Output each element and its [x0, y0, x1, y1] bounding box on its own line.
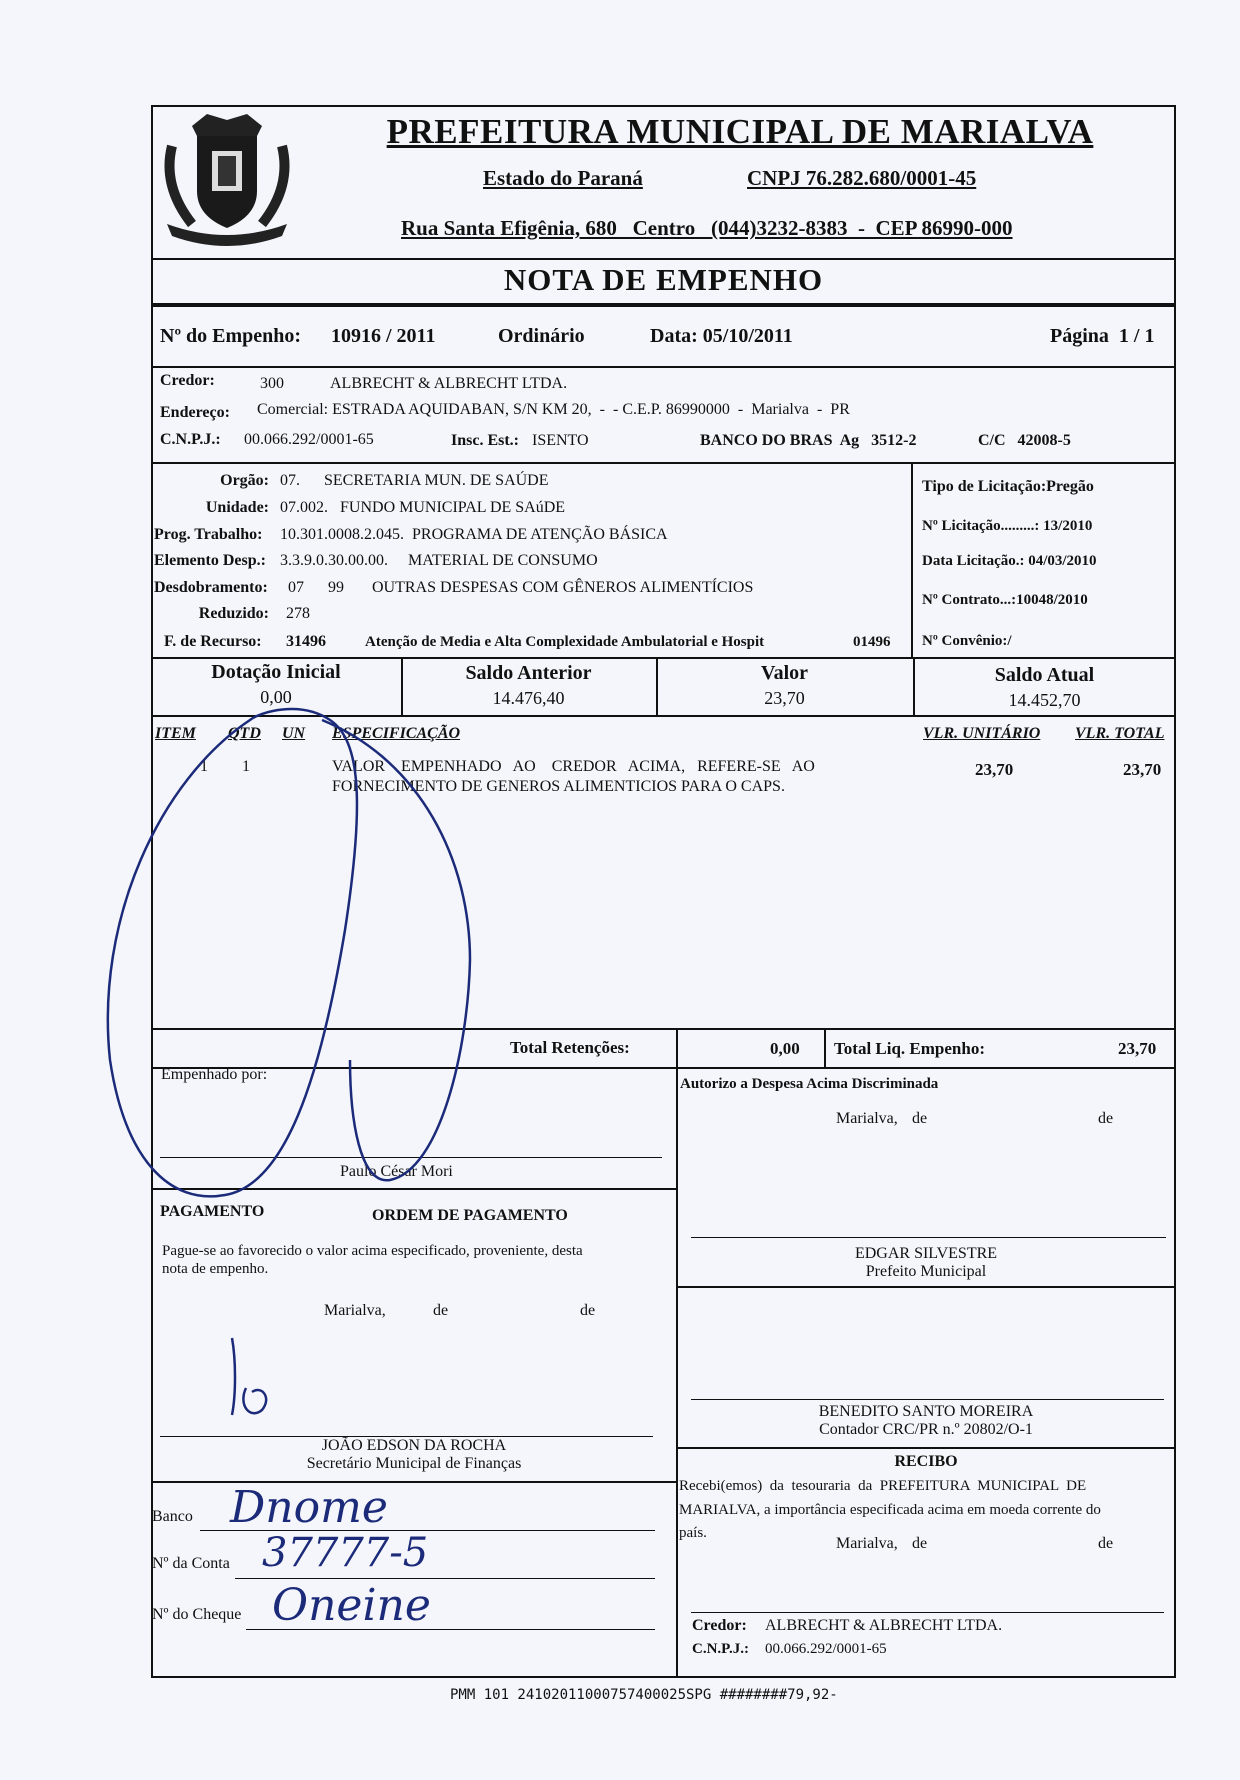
row-description-line2: FORNECIMENTO DE GENEROS ALIMENTICIOS PARA O CAPS. — [332, 778, 785, 795]
recurso-extra: 01496 — [853, 634, 891, 650]
retencoes-value: 0,00 — [770, 1039, 800, 1058]
dotacao-label: Dotação Inicial — [211, 661, 341, 683]
saldo-atual-value: 14.452,70 — [1008, 690, 1081, 710]
empenho-type: Ordinário — [498, 325, 585, 347]
bank-info: BANCO DO BRAS Ag 3512-2 — [700, 432, 917, 449]
header-vlr-unitario: VLR. UNITÁRIO — [923, 725, 1041, 742]
pagamento-text-line2: nota de empenho. — [162, 1261, 269, 1277]
credor-cnpj: 00.066.292/0001-65 — [244, 431, 374, 448]
footer-code: PMM 101 24102011000757400025SPG ########79,92- — [450, 1687, 838, 1703]
recibo-cnpj-label: C.N.P.J.: — [692, 1641, 749, 1657]
contador-name: BENEDITO SANTO MOREIRA — [818, 1403, 1034, 1420]
recibo-text-line2: MARIALVA, a importância especificada acima em moeda corrente do — [679, 1502, 1101, 1518]
header-qtd: QTD — [228, 725, 261, 742]
row-total-value: 23,70 — [1123, 760, 1162, 779]
prog-value: 10.301.0008.2.045. PROGRAMA DE ATENÇÃO BÁSICA — [280, 526, 668, 543]
recibo-credor-label: Credor: — [692, 1617, 747, 1634]
cheque-label: Nº do Cheque — [152, 1606, 242, 1623]
secretario-role: Secretário Municipal de Finanças — [306, 1455, 522, 1472]
recibo-de2: de — [1098, 1535, 1114, 1552]
row-unit-value: 23,70 — [975, 760, 1014, 779]
signature-loop — [108, 709, 357, 1196]
banco-label: Banco — [152, 1508, 193, 1525]
desdobramento-label: Desdobramento: — [154, 579, 268, 596]
initials-signature — [232, 1338, 266, 1415]
elemento-label: Elemento Desp.: — [154, 552, 266, 569]
recibo-label: RECIBO — [894, 1453, 958, 1470]
numero-licitacao: Nº Licitação.........: 13/2010 — [922, 518, 1093, 534]
prog-label: Prog. Trabalho: — [154, 526, 263, 543]
secretario-name: JOÃO EDSON DA ROCHA — [321, 1437, 507, 1454]
elemento-value: 3.3.9.0.30.00.00. MATERIAL DE CONSUMO — [280, 552, 598, 569]
recibo-cnpj: 00.066.292/0001-65 — [765, 1641, 887, 1657]
account-info: C/C 42008-5 — [978, 432, 1071, 449]
header-especificacao: ESPECIFICAÇÃO — [332, 725, 461, 742]
credor-address: Comercial: ESTRADA AQUIDABAN, S/N KM 20, - - C.E.P. 86990000 - Marialva - PR — [257, 401, 850, 418]
conta-handwritten: 37777-5 — [262, 1530, 429, 1576]
valor-label: Valor — [760, 662, 809, 684]
tipo-licitacao: Tipo de Licitação:Pregão — [922, 478, 1094, 495]
unidade-label: Unidade: — [205, 499, 269, 516]
autorizo-label: Autorizo a Despesa Acima Discriminada — [680, 1076, 939, 1092]
page-title: PREFEITURA MUNICIPAL DE MARIALVA — [386, 112, 1094, 151]
credor-label: Credor: — [160, 372, 215, 389]
recurso-label: F. de Recurso: — [164, 633, 262, 650]
reduzido-value: 278 — [286, 605, 310, 622]
empenhado-name: Paulo César Mori — [340, 1163, 453, 1180]
empenho-date: Data: 05/10/2011 — [650, 325, 793, 347]
header-vlr-total: VLR. TOTAL — [1075, 725, 1165, 742]
conta-label: Nº da Conta — [152, 1555, 230, 1572]
dotacao-value: 0,00 — [260, 687, 292, 707]
pagamento-text-line1: Pague-se ao favorecido o valor acima especificado, proveniente, desta — [162, 1243, 583, 1259]
recibo-text-line1: Recebi(emos) da tesouraria da PREFEITURA MUNICIPAL DE — [679, 1478, 1087, 1494]
contador-role: Contador CRC/PR n.º 20802/O-1 — [819, 1421, 1033, 1438]
saldo-anterior-value: 14.476,40 — [492, 688, 565, 708]
reduzido-label: Reduzido: — [198, 605, 269, 622]
recibo-de1: de — [912, 1535, 928, 1552]
saldo-atual-label: Saldo Atual — [994, 664, 1095, 686]
ordem-pagamento-label: ORDEM DE PAGAMENTO — [372, 1207, 568, 1224]
address-label: Rua Santa Efigênia, 680 Centro (044)3232-8383 - CEP 86990-000 — [401, 216, 1013, 240]
header-un: UN — [282, 725, 306, 742]
saldo-anterior-label: Saldo Anterior — [465, 662, 592, 684]
pagamento-de2: de — [580, 1302, 596, 1319]
banco-handwritten: Dnome — [230, 1482, 388, 1533]
valor-value: 23,70 — [764, 688, 805, 708]
recibo-text-line3: país. — [679, 1525, 707, 1541]
data-licitacao: Data Licitação.: 04/03/2010 — [922, 553, 1097, 569]
numero-contrato: Nº Contrato...:10048/2010 — [922, 592, 1088, 608]
header-item: ITEM — [155, 725, 196, 742]
unidade-value: 07.002. FUNDO MUNICIPAL DE SAúDE — [280, 499, 566, 516]
credor-code: 300 — [260, 375, 284, 392]
desdobramento-value: 07 99 OUTRAS DESPESAS COM GÊNEROS ALIMENTÍCIOS — [288, 579, 754, 596]
autorizo-de1: de — [912, 1110, 928, 1127]
state-label: Estado do Paraná — [483, 166, 643, 190]
signature-stroke — [322, 720, 470, 1180]
numero-convenio: Nº Convênio:/ — [922, 633, 1012, 649]
empenho-number-label: Nº do Empenho: — [160, 325, 302, 347]
row-item: 1 — [200, 758, 208, 775]
recibo-credor-name: ALBRECHT & ALBRECHT LTDA. — [765, 1617, 1003, 1634]
document-title: NOTA DE EMPENHO — [503, 262, 824, 297]
recurso-description: Atenção de Media e Alta Complexidade Ambulatorial e Hospit — [365, 634, 765, 650]
page-indicator: Página 1 / 1 — [1050, 325, 1155, 347]
prefeito-name: EDGAR SILVESTRE — [854, 1245, 998, 1262]
liquido-value: 23,70 — [1118, 1039, 1157, 1058]
pagamento-place: Marialva, — [324, 1302, 386, 1319]
empenho-number: 10916 / 2011 — [331, 325, 436, 347]
autorizo-de2: de — [1098, 1110, 1114, 1127]
insc-value: ISENTO — [532, 432, 589, 449]
recibo-place: Marialva, — [836, 1535, 898, 1552]
cnpj-field-label: C.N.P.J.: — [160, 431, 221, 448]
row-description-line1: VALOR EMPENHADO AO CREDOR ACIMA, REFERE-SE AO — [332, 758, 815, 775]
empenhado-label: Empenhado por: — [161, 1066, 268, 1083]
orgao-value: 07. SECRETARIA MUN. DE SAÚDE — [280, 472, 549, 489]
cheque-handwritten: Oneine — [272, 1580, 431, 1631]
recurso-code: 31496 — [286, 633, 326, 650]
insc-label: Insc. Est.: — [451, 432, 520, 449]
retencoes-label: Total Retenções: — [510, 1038, 630, 1057]
pagamento-de1: de — [433, 1302, 449, 1319]
pagamento-label: PAGAMENTO — [160, 1203, 265, 1220]
autorizo-place: Marialva, — [836, 1110, 898, 1127]
cnpj-label: CNPJ 76.282.680/0001-45 — [747, 166, 977, 190]
orgao-label: Orgão: — [220, 472, 269, 489]
row-qtd: 1 — [242, 758, 250, 775]
liquido-label: Total Liq. Empenho: — [834, 1039, 985, 1058]
address-field-label: Endereço: — [160, 404, 230, 421]
prefeito-role: Prefeito Municipal — [865, 1263, 987, 1280]
credor-name: ALBRECHT & ALBRECHT LTDA. — [330, 375, 568, 392]
